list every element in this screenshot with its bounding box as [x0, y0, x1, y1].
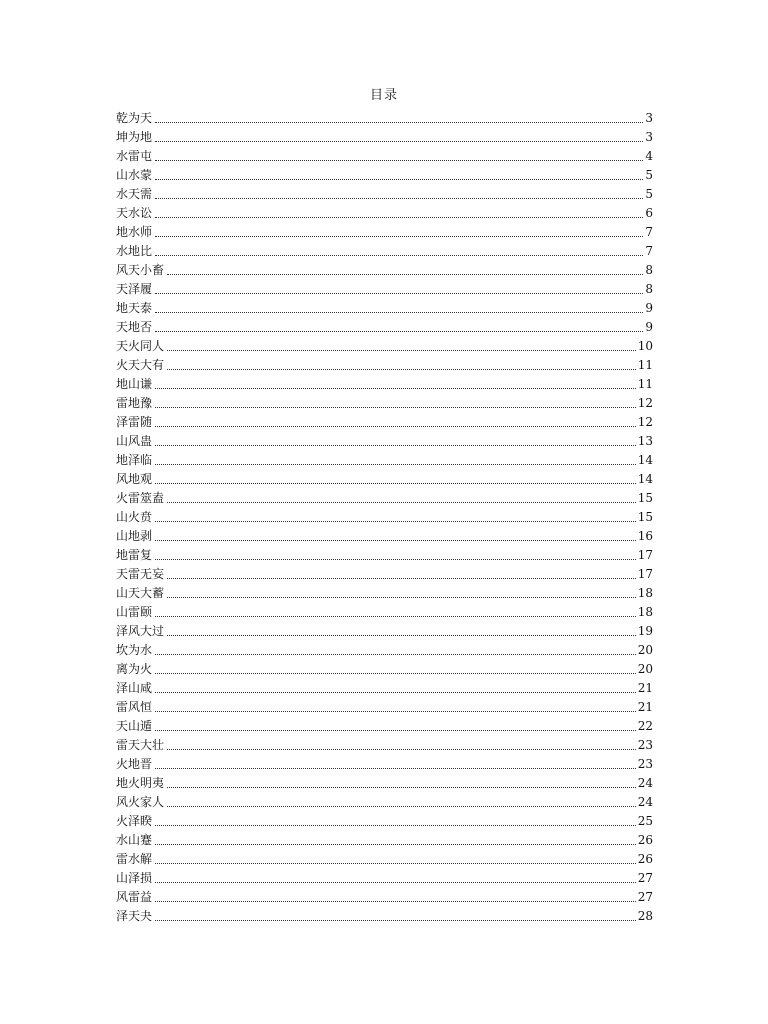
toc-entry[interactable] [116, 715, 653, 734]
toc-entry-label: 雷地豫 [116, 396, 153, 410]
toc-entry-label: 风火家人 [116, 795, 165, 809]
toc-entry-page-number: 15 [637, 491, 653, 505]
toc-title: 目录 [369, 88, 398, 103]
toc-entry-label: 水雷屯 [116, 149, 153, 163]
toc-dot-leader [155, 615, 636, 617]
toc-entry[interactable] [116, 107, 653, 126]
toc-entry-label: 雷风恒 [116, 700, 153, 714]
toc-dot-leader [155, 254, 643, 256]
toc-entry[interactable] [116, 430, 653, 449]
toc-entry-page-number: 18 [637, 605, 653, 619]
toc-dot-leader [155, 824, 636, 826]
toc-entry-page-number: 11 [637, 358, 653, 372]
toc-entry-page-number: 12 [637, 415, 653, 429]
toc-entry-page-number: 9 [645, 301, 653, 315]
toc-dot-leader [155, 672, 636, 674]
toc-entry-label: 泽雷随 [116, 415, 153, 429]
toc-entry-label: 天水讼 [116, 206, 153, 220]
toc-entry[interactable] [116, 373, 653, 392]
toc-entry[interactable] [116, 506, 653, 525]
toc-entry-label: 山雷颐 [116, 605, 153, 619]
toc-entry-label: 火泽睽 [116, 814, 153, 828]
toc-entry[interactable] [116, 316, 653, 335]
toc-dot-leader [167, 368, 636, 370]
toc-entry-page-number: 8 [645, 263, 653, 277]
toc-entry-page-number: 9 [645, 320, 653, 334]
toc-entry[interactable] [116, 677, 653, 696]
toc-entry-page-number: 12 [637, 396, 653, 410]
toc-entry-page-number: 24 [637, 795, 653, 809]
toc-entry-page-number: 5 [645, 168, 653, 182]
toc-dot-leader [155, 330, 643, 332]
toc-entry[interactable] [116, 468, 653, 487]
toc-entry-page-number: 14 [637, 453, 653, 467]
toc-entry-label: 地天泰 [116, 301, 153, 315]
toc-dot-leader [155, 140, 643, 142]
toc-entry-page-number: 14 [637, 472, 653, 486]
toc-entry-label: 地泽临 [116, 453, 153, 467]
toc-entry[interactable] [116, 145, 653, 164]
toc-dot-leader [155, 691, 636, 693]
toc-entry-page-number: 23 [637, 757, 653, 771]
toc-entry-label: 坎为水 [116, 643, 153, 657]
toc-entry-label: 地水师 [116, 225, 153, 239]
toc-dot-leader [167, 501, 636, 503]
toc-entry[interactable] [116, 582, 653, 601]
toc-entry-page-number: 7 [645, 225, 653, 239]
toc-dot-leader [155, 881, 636, 883]
toc-entry-page-number: 6 [645, 206, 653, 220]
toc-dot-leader [155, 444, 636, 446]
toc-entry-page-number: 10 [637, 339, 653, 353]
toc-entry-page-number: 26 [637, 833, 653, 847]
toc-dot-leader [167, 634, 636, 636]
toc-entry[interactable] [116, 639, 653, 658]
toc-entry-page-number: 21 [637, 681, 653, 695]
toc-entry-page-number: 27 [637, 890, 653, 904]
toc-entry[interactable] [116, 772, 653, 791]
toc-entry-page-number: 21 [637, 700, 653, 714]
toc-dot-leader [155, 539, 636, 541]
toc-dot-leader [155, 520, 636, 522]
toc-entry-label: 水山蹇 [116, 833, 153, 847]
toc-entry[interactable] [116, 829, 653, 848]
toc-entry-page-number: 13 [637, 434, 653, 448]
toc-entry[interactable] [116, 183, 653, 202]
toc-entry-label: 山水蒙 [116, 168, 153, 182]
toc-entry-page-number: 20 [637, 662, 653, 676]
toc-dot-leader [155, 159, 643, 161]
toc-entry-page-number: 3 [645, 130, 653, 144]
toc-entry-label: 天地否 [116, 320, 153, 334]
toc-entry-label: 山火贲 [116, 510, 153, 524]
toc-entry-label: 泽天夬 [116, 909, 153, 923]
toc-entry[interactable] [116, 487, 653, 506]
toc-entry[interactable] [116, 544, 653, 563]
toc-entry[interactable] [116, 620, 653, 639]
toc-entry-page-number: 17 [637, 548, 653, 562]
toc-dot-leader [155, 463, 636, 465]
toc-entry[interactable] [116, 867, 653, 886]
toc-dot-leader [155, 862, 636, 864]
toc-entry-label: 山风蛊 [116, 434, 153, 448]
toc-entry-label: 天火同人 [116, 339, 165, 353]
toc-dot-leader [155, 919, 636, 921]
toc-entry[interactable] [116, 449, 653, 468]
toc-entry-label: 水地比 [116, 244, 153, 258]
toc-entry-label: 山地剥 [116, 529, 153, 543]
toc-dot-leader [167, 596, 636, 598]
toc-dot-leader [155, 235, 643, 237]
toc-entry[interactable] [116, 601, 653, 620]
toc-entry[interactable] [116, 886, 653, 905]
toc-dot-leader [167, 748, 636, 750]
toc-dot-leader [167, 349, 636, 351]
toc-entry-page-number: 11 [637, 377, 653, 391]
toc-entry[interactable] [116, 278, 653, 297]
toc-dot-leader [155, 311, 643, 313]
toc-entry-label: 天泽履 [116, 282, 153, 296]
toc-entry[interactable] [116, 240, 653, 259]
toc-dot-leader [167, 577, 636, 579]
toc-dot-leader [155, 121, 643, 123]
toc-dot-leader [155, 216, 643, 218]
toc-entry[interactable] [116, 411, 653, 430]
toc-entry-page-number: 23 [637, 738, 653, 752]
toc-entry[interactable] [116, 848, 653, 867]
toc-entry-label: 水天需 [116, 187, 153, 201]
toc-entry-label: 地火明夷 [116, 776, 165, 790]
toc-dot-leader [155, 710, 636, 712]
toc-entry-label: 泽山咸 [116, 681, 153, 695]
toc-entry-label: 坤为地 [116, 130, 153, 144]
toc-entry-label: 火地晋 [116, 757, 153, 771]
toc-entry-label: 雷水解 [116, 852, 153, 866]
toc-entry-page-number: 15 [637, 510, 653, 524]
toc-entry-page-number: 17 [637, 567, 653, 581]
toc-dot-leader [155, 178, 643, 180]
toc-dot-leader [167, 805, 636, 807]
toc-entry-label: 火天大有 [116, 358, 165, 372]
toc-entry-page-number: 28 [637, 909, 653, 923]
toc-dot-leader [155, 843, 636, 845]
toc-entry-page-number: 19 [637, 624, 653, 638]
toc-entry-page-number: 25 [637, 814, 653, 828]
toc-entry-label: 天雷无妄 [116, 567, 165, 581]
toc-entry[interactable] [116, 297, 653, 316]
toc-list [116, 107, 653, 924]
toc-entry[interactable] [116, 525, 653, 544]
toc-entry-page-number: 22 [637, 719, 653, 733]
toc-entry[interactable] [116, 563, 653, 582]
toc-entry-label: 风雷益 [116, 890, 153, 904]
toc-entry[interactable] [116, 905, 653, 924]
toc-dot-leader [155, 387, 636, 389]
toc-dot-leader [155, 197, 643, 199]
toc-entry-page-number: 3 [645, 111, 653, 125]
toc-entry-label: 乾为天 [116, 111, 153, 125]
toc-dot-leader [155, 729, 636, 731]
toc-entry[interactable] [116, 658, 653, 677]
toc-entry[interactable] [116, 335, 653, 354]
toc-dot-leader [155, 653, 636, 655]
toc-entry-page-number: 26 [637, 852, 653, 866]
toc-entry[interactable] [116, 734, 653, 753]
toc-dot-leader [155, 900, 636, 902]
toc-entry-label: 山泽损 [116, 871, 153, 885]
toc-entry-page-number: 27 [637, 871, 653, 885]
toc-entry-page-number: 24 [637, 776, 653, 790]
toc-entry-label: 雷天大壮 [116, 738, 165, 752]
toc-dot-leader [155, 767, 636, 769]
toc-entry[interactable] [116, 202, 653, 221]
toc-entry[interactable] [116, 696, 653, 715]
toc-entry-page-number: 7 [645, 244, 653, 258]
toc-entry-label: 火雷筮盍 [116, 491, 165, 505]
toc-dot-leader [155, 482, 636, 484]
toc-entry-label: 泽风大过 [116, 624, 165, 638]
toc-entry[interactable] [116, 810, 653, 829]
toc-dot-leader [155, 406, 636, 408]
toc-entry-page-number: 16 [637, 529, 653, 543]
toc-dot-leader [155, 425, 636, 427]
toc-entry-label: 天山遁 [116, 719, 153, 733]
toc-entry[interactable] [116, 259, 653, 278]
toc-entry[interactable] [116, 354, 653, 373]
toc-entry[interactable] [116, 126, 653, 145]
toc-entry-label: 离为火 [116, 662, 153, 676]
toc-entry-page-number: 18 [637, 586, 653, 600]
toc-entry[interactable] [116, 164, 653, 183]
toc-dot-leader [155, 558, 636, 560]
toc-entry-label: 山天大蓄 [116, 586, 165, 600]
toc-entry-label: 风地观 [116, 472, 153, 486]
toc-dot-leader [155, 292, 643, 294]
toc-entry-page-number: 4 [645, 149, 653, 163]
toc-entry-label: 地雷复 [116, 548, 153, 562]
toc-entry-label: 地山谦 [116, 377, 153, 391]
toc-entry-label: 风天小畜 [116, 263, 165, 277]
toc-entry-page-number: 8 [645, 282, 653, 296]
toc-dot-leader [167, 273, 643, 275]
toc-entry[interactable] [116, 221, 653, 240]
toc-entry[interactable] [116, 791, 653, 810]
toc-entry[interactable] [116, 392, 653, 411]
toc-entry-page-number: 5 [645, 187, 653, 201]
toc-dot-leader [167, 786, 636, 788]
toc-entry-page-number: 20 [637, 643, 653, 657]
toc-entry[interactable] [116, 753, 653, 772]
